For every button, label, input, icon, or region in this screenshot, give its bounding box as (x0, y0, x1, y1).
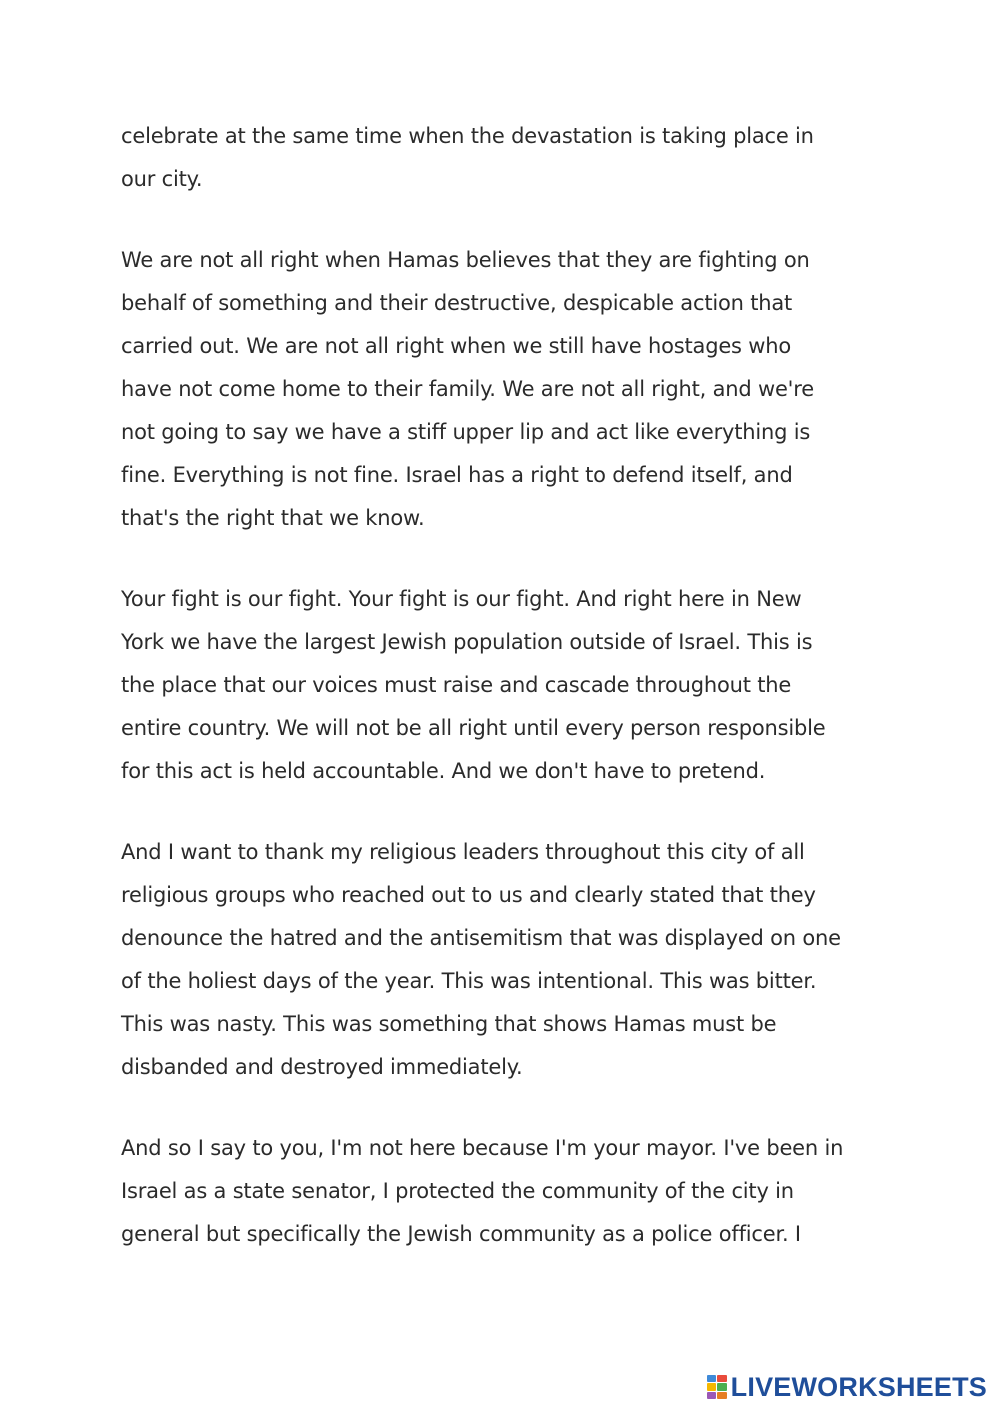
liveworksheets-brand[interactable] (707, 1372, 987, 1402)
text-line: the place that our voices must raise and cascade throughout the (121, 673, 792, 697)
text-line: our city. (121, 167, 203, 191)
text-line: general but specifically the Jewish community as a police officer. I (121, 1222, 801, 1246)
paragraph-3 (121, 578, 891, 793)
text-line: behalf of something and their destructive, despicable action that (121, 291, 793, 315)
text-line: of the holiest days of the year. This was intentional. This was bitter. (121, 969, 817, 993)
paragraph-2 (121, 239, 891, 540)
liveworksheets-logo-icon (707, 1375, 727, 1399)
text-line: And so I say to you, I'm not here because I'm your mayor. I've been in (121, 1136, 844, 1160)
text-line: We are not all right when Hamas believes that they are fighting on (121, 248, 810, 272)
text-line: not going to say we have a stiff upper lip and act like everything is (121, 420, 811, 444)
text-line: fine. Everything is not fine. Israel has a right to defend itself, and (121, 463, 793, 487)
logo-block (717, 1375, 727, 1382)
text-line: entire country. We will not be all right until every person responsible (121, 716, 826, 740)
text-line: Your fight is our fight. Your fight is our fight. And right here in New (121, 587, 802, 611)
paragraph-4 (121, 831, 891, 1089)
logo-block (707, 1383, 717, 1390)
document-body (121, 115, 891, 1294)
text-line: And I want to thank my religious leaders throughout this city of all (121, 840, 805, 864)
text-line: disbanded and destroyed immediately. (121, 1055, 523, 1079)
logo-block (717, 1383, 727, 1390)
logo-block (717, 1392, 727, 1399)
text-line: This was nasty. This was something that shows Hamas must be (121, 1012, 777, 1036)
brand-name: LIVEWORKSHEETS (730, 1371, 987, 1402)
text-line: for this act is held accountable. And we don't have to pretend. (121, 759, 766, 783)
text-line: denounce the hatred and the antisemitism that was displayed on one (121, 926, 841, 950)
paragraph-1 (121, 115, 891, 201)
text-line: York we have the largest Jewish population outside of Israel. This is (121, 630, 813, 654)
logo-block (707, 1392, 717, 1399)
text-line: have not come home to their family. We are not all right, and we're (121, 377, 814, 401)
paragraph-5 (121, 1127, 891, 1256)
text-line: carried out. We are not all right when we still have hostages who (121, 334, 791, 358)
text-line: religious groups who reached out to us and clearly stated that they (121, 883, 816, 907)
logo-block (707, 1375, 717, 1382)
text-line: celebrate at the same time when the devastation is taking place in (121, 124, 814, 148)
text-line: Israel as a state senator, I protected the community of the city in (121, 1179, 794, 1203)
text-line: that's the right that we know. (121, 506, 425, 530)
